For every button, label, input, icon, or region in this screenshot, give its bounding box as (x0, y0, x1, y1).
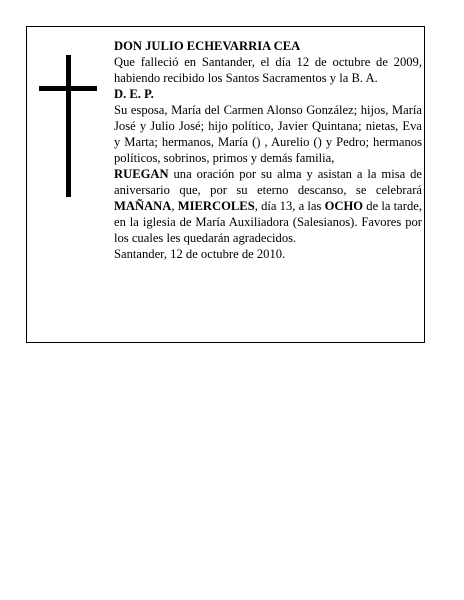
family-list: Su esposa, María del Carmen Alonso González; hijos, María José y Julio José; hijo político, Javier Quintana; nietas, Eva y Marta; hermanos, María () , Aurelio () y Pedro; hermanos políticos, sobrinos, primos y demás familia, (114, 103, 422, 165)
death-announcement: Que falleció en Santander, el día 12 de octubre de 2009, habiendo recibido los Santos Sacramentos y la B. A. (114, 55, 422, 85)
deceased-name: DON JULIO ECHEVARRIA CEA (114, 39, 301, 53)
dep-line: D. E. P. (114, 87, 154, 101)
ocho-word: OCHO (324, 199, 364, 213)
mass-request: RUEGAN una oración por su alma y asistan a la misa de aniversario que, por su eterno descanso, se celebrará MAÑANA, MIERCOLES, día 13, a las OCHO de la tarde, en la iglesia de María Auxiliadora (Salesianos). Favores por los cuales les quedarán agradecidos. (114, 167, 422, 245)
notice-text (114, 38, 422, 262)
closing-line: Santander, 12 de octubre de 2010. (114, 247, 286, 261)
cross-icon (39, 55, 97, 197)
obituary-notice (26, 26, 425, 343)
miercoles-word: MIERCOLES (177, 199, 255, 213)
manana-word: MAÑANA (114, 199, 172, 213)
ruegan-word: RUEGAN (114, 167, 169, 181)
